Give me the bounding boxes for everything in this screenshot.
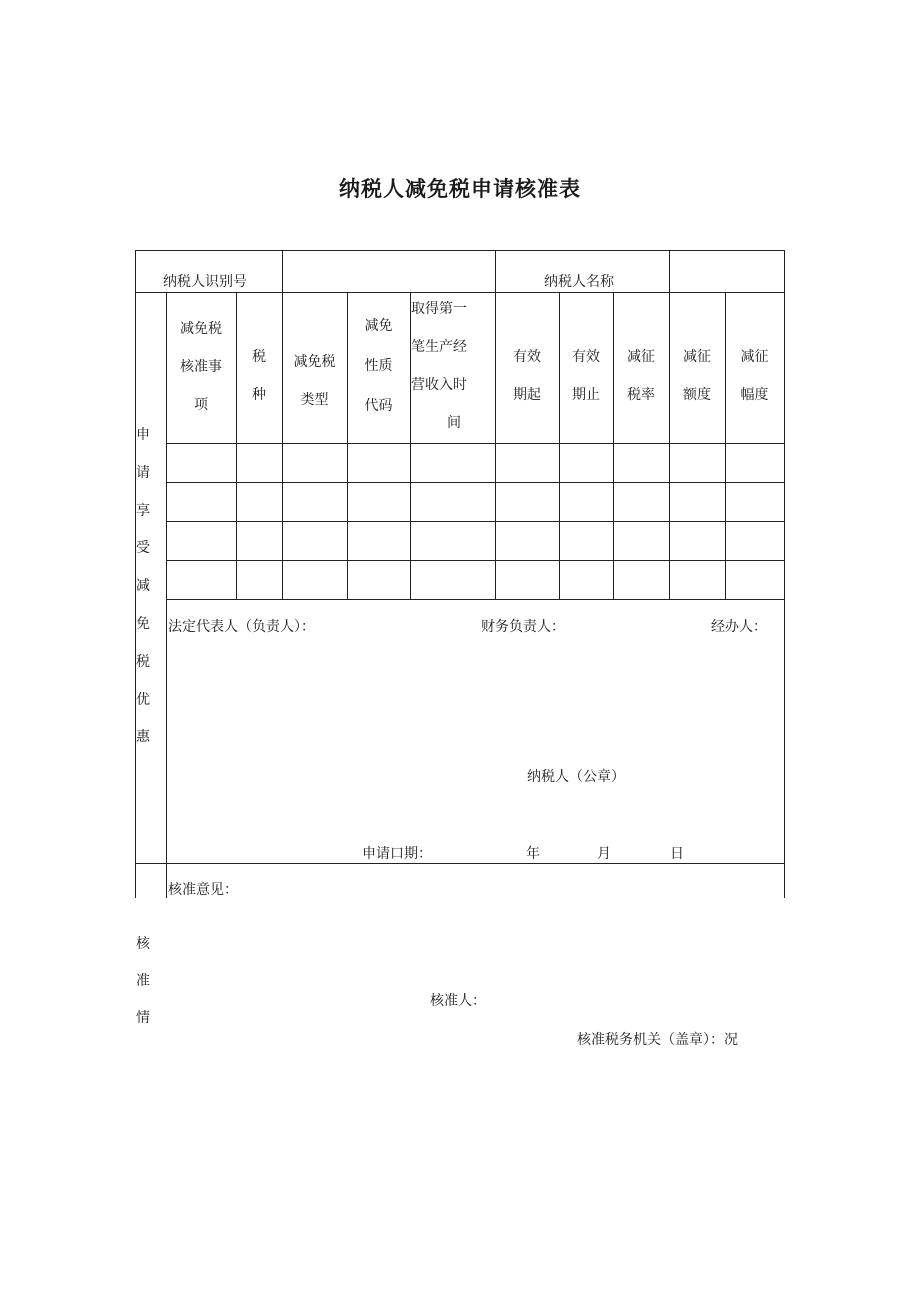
header-item-line: 核准事 [180,359,222,375]
header-first-income-line: 取得第一 [411,301,467,317]
table-col-divider [495,250,496,599]
side-label-char: 享 [136,502,150,519]
date-year: 年 [526,846,540,862]
table-border-top [135,250,785,251]
date-month: 月 [597,846,611,862]
header-item [166,310,236,424]
application-date-label: 申请口期： [362,846,432,862]
side-label-char: 准 [136,973,150,989]
table-row-divider [166,443,785,444]
header-range-line: 减征 [740,349,769,365]
header-valid-from [495,338,559,414]
header-first-income [405,290,484,442]
taxpayer-name-label: 纳税人名称 [544,274,614,290]
header-item-line: 减免税 [180,321,222,337]
side-label-char: 减 [136,578,150,595]
header-first-income-line: 笔生产经 [411,339,467,355]
table-col-divider [282,250,283,599]
side-label-char: 优 [136,691,150,708]
header-amount-line: 额度 [683,387,711,403]
side-label-char: 请 [136,464,150,481]
header-valid-to [559,338,613,414]
header-item-line: 项 [194,397,208,413]
header-tax-type [236,338,282,414]
header-nature-code-line: 代码 [364,398,393,414]
taxpayer-id-label: 纳税人识别号 [163,274,247,290]
handler-label: 经办人： [711,619,767,635]
side-label-char: 核 [136,936,150,952]
header-rate [613,338,669,414]
header-nature-code [347,306,410,426]
header-nature-code-line: 减免 [364,318,393,334]
approver-label: 核准人： [430,993,486,1009]
table-row-divider [166,599,785,600]
header-valid-to-line: 期止 [572,387,600,403]
header-valid-from-line: 期起 [513,387,541,403]
table-row-divider [166,482,785,483]
header-first-income-line: 营收入时 [411,377,467,393]
header-rate-line: 减征 [627,349,655,365]
side-label-char: 受 [136,540,150,557]
table-border-left [135,250,136,898]
date-day: 日 [670,846,684,862]
finance-head-label: 财务负责人： [481,619,565,635]
page-title: 纳税人减免税申请核准表 [339,177,581,201]
header-range [725,338,784,414]
side-label-char: 税 [136,653,150,670]
side-label-char: 惠 [136,729,150,746]
approval-opinion-label: 核准意见： [168,882,238,898]
table-row-divider [166,521,785,522]
table-row-divider [166,560,785,561]
table-border-right [784,250,785,898]
legal-rep-label: 法定代表人（负责人）： [168,619,315,635]
header-nature-code-line: 性质 [364,358,393,374]
header-rate-line: 税率 [627,387,655,403]
taxpayer-seal-label: 纳税人（公章） [527,769,625,785]
header-amount-line: 减征 [683,349,711,365]
side-label-char: 申 [136,427,150,443]
side-label-char: 免 [136,616,150,632]
header-amount [669,338,725,414]
table-col-divider [669,250,670,599]
approval-authority-label: 核准税务机关（盖章）：况 [577,1032,738,1048]
header-tax-type-line: 税 [252,349,266,365]
header-tax-type-line: 种 [252,387,266,403]
header-relief-type [282,343,347,419]
header-relief-type-line: 类型 [300,392,329,408]
side-label-char: 情 [136,1010,150,1026]
header-range-line: 幅度 [740,387,769,403]
table-row-divider [135,863,785,864]
header-relief-type-line: 减免税 [293,354,336,370]
header-valid-from-line: 有效 [513,349,541,365]
header-valid-to-line: 有效 [572,349,600,365]
header-first-income-line: 间 [447,415,461,431]
